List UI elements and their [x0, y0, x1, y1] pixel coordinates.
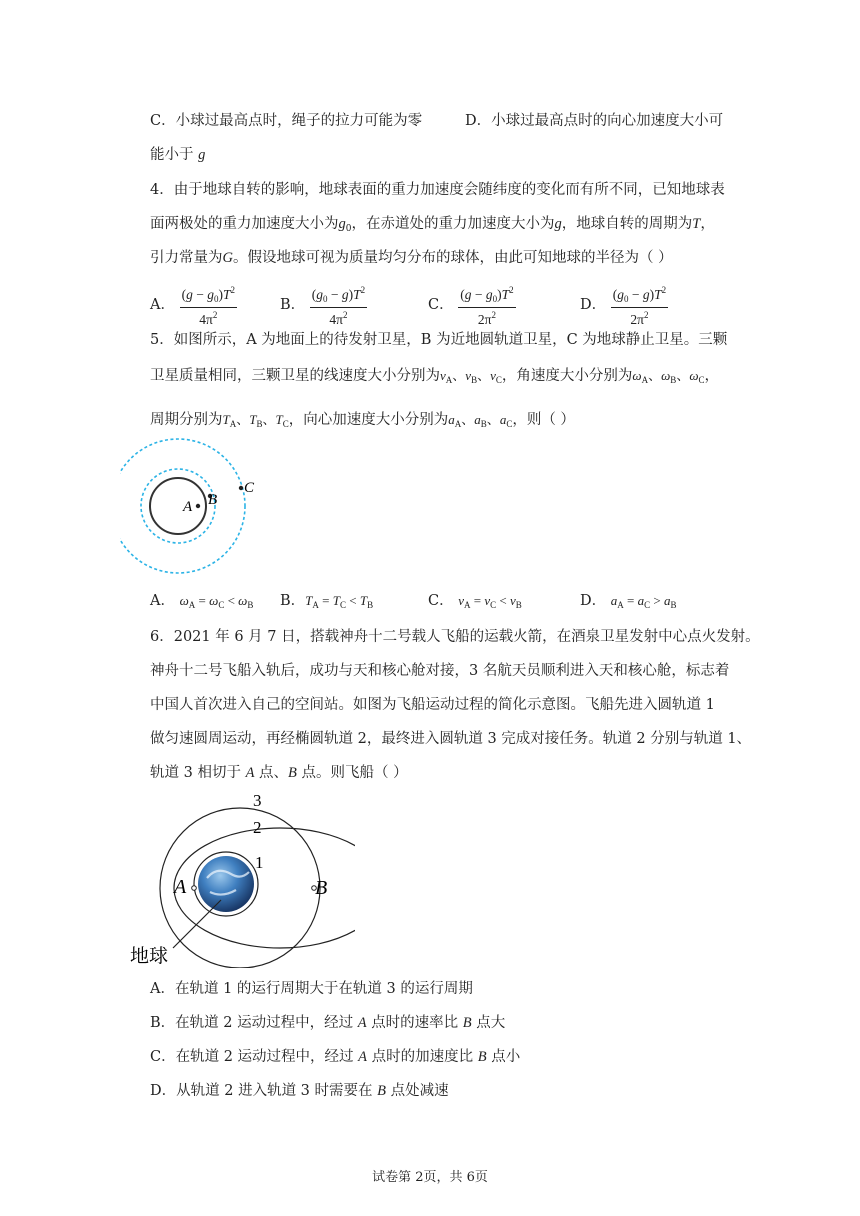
q6-orbit-figure [125, 788, 355, 968]
q4-option-c: C． $\frac{(g - g_0)T^2}{2\pi^2}$ [428, 285, 514, 327]
q5-option-b: B．$T_A = T_C < T_B$ [280, 593, 374, 610]
q4-option-a: A． $\frac{(g - g_0)T^2}{4\pi^2}$ [150, 285, 235, 327]
q4-stem-line1: 4．由于地球自转的影响，地球表面的重力加速度会随纬度的变化而有所不同，已知地球表 [150, 182, 725, 198]
q5-option-c: C． $v_A = v_C < v_B$ [428, 593, 522, 610]
q6-option-b: B．在轨道 2 运动过程中，经过 A 点时的速率比 B 点大 [150, 1015, 506, 1031]
q6-option-c: C．在轨道 2 运动过程中，经过 A 点时的加速度比 B 点小 [150, 1049, 521, 1065]
point-b-label: B [315, 877, 328, 899]
earth-label: 地球 [130, 945, 169, 967]
q6-option-a: A．在轨道 1 的运行周期大于在轨道 3 的运行周期 [150, 981, 473, 997]
q6-stem-line1: 6．2021 年 6 月 7 日，搭载神舟十二号载人飞船的运载火箭，在酒泉卫星发射中心点火发射。 [150, 629, 760, 645]
earth-image [198, 856, 254, 912]
q5-orbit-figure [120, 430, 280, 580]
q4-stem-line3: 引力常量为G。假设地球可视为质量均匀分布的球体，由此可知地球的半径为（ ） [150, 250, 673, 266]
point-a-marker [192, 886, 197, 891]
point-a-label: A [174, 876, 187, 898]
q3-option-d-continued: 能小于 g [150, 147, 206, 163]
q6-stem-line2: 神舟十二号飞船入轨后，成功与天和核心舱对接，3 名航天员顺利进入天和核心舱，标志着 [150, 663, 730, 679]
orbit-3-label: 3 [253, 791, 262, 810]
q5-option-d: D． $a_A = a_C > a_B$ [580, 593, 677, 610]
orbit-1-label: 1 [255, 853, 264, 872]
q5-stem-line1: 5．如图所示，A 为地面上的待发射卫星，B 为近地圆轨道卫星，C 为地球静止卫星。三颗 [150, 332, 728, 348]
q3-option-c: C．小球过最高点时，绳子的拉力可能为零 [150, 113, 423, 129]
q6-option-d: D．从轨道 2 进入轨道 3 时需要在 B 点处减速 [150, 1083, 449, 1099]
q6-stem-line4: 做匀速圆周运动，再经椭圆轨道 2，最终进入圆轨道 3 完成对接任务。轨道 2 分别与轨道 1、 [150, 731, 752, 747]
satellite-c-dot [239, 486, 243, 490]
orbit-2-label: 2 [253, 818, 262, 837]
satellite-a-dot [196, 504, 200, 508]
q5-stem-line2: 卫星质量相同，三颗卫星的线速度大小分别为$v_A$、$v_B$、$v_C$，角速度大小分别为$\omega_A$、$\omega_B$、$\omega_C$， [150, 368, 720, 385]
label-b: B [208, 492, 218, 508]
orbit-b-dashed [141, 469, 218, 543]
label-a: A [183, 499, 193, 515]
q6-stem-line5: 轨道 3 相切于 A 点、B 点。则飞船（ ） [150, 765, 408, 781]
q6-stem-line3: 中国人首次进入自己的空间站。如图为飞船运动过程的简化示意图。飞船先进入圆轨道 1 [150, 697, 715, 713]
q5-option-a: A． $\omega_A = \omega_C < \omega_B$ [150, 593, 254, 610]
page-footer: 试卷第 2页，共 6页 [372, 1170, 488, 1185]
q4-stem-line2: 面两极处的重力加速度大小为$g_0$，在赤道处的重力加速度大小为g，地球自转的周期为T， [150, 216, 715, 234]
label-c: C [244, 480, 255, 496]
q4-option-b: B． $\frac{(g_0 - g)T^2}{4\pi^2}$ [280, 285, 366, 327]
q3-option-d: D．小球过最高点时的向心加速度大小可 [465, 113, 724, 129]
q4-option-d: D． $\frac{(g_0 - g)T^2}{2\pi^2}$ [580, 285, 667, 327]
q5-stem-line3: 周期分别为$T_A$、$T_B$、$T_C$，向心加速度大小分别为$a_A$、$a_B$、$a_C$，则（ ） [150, 412, 575, 429]
